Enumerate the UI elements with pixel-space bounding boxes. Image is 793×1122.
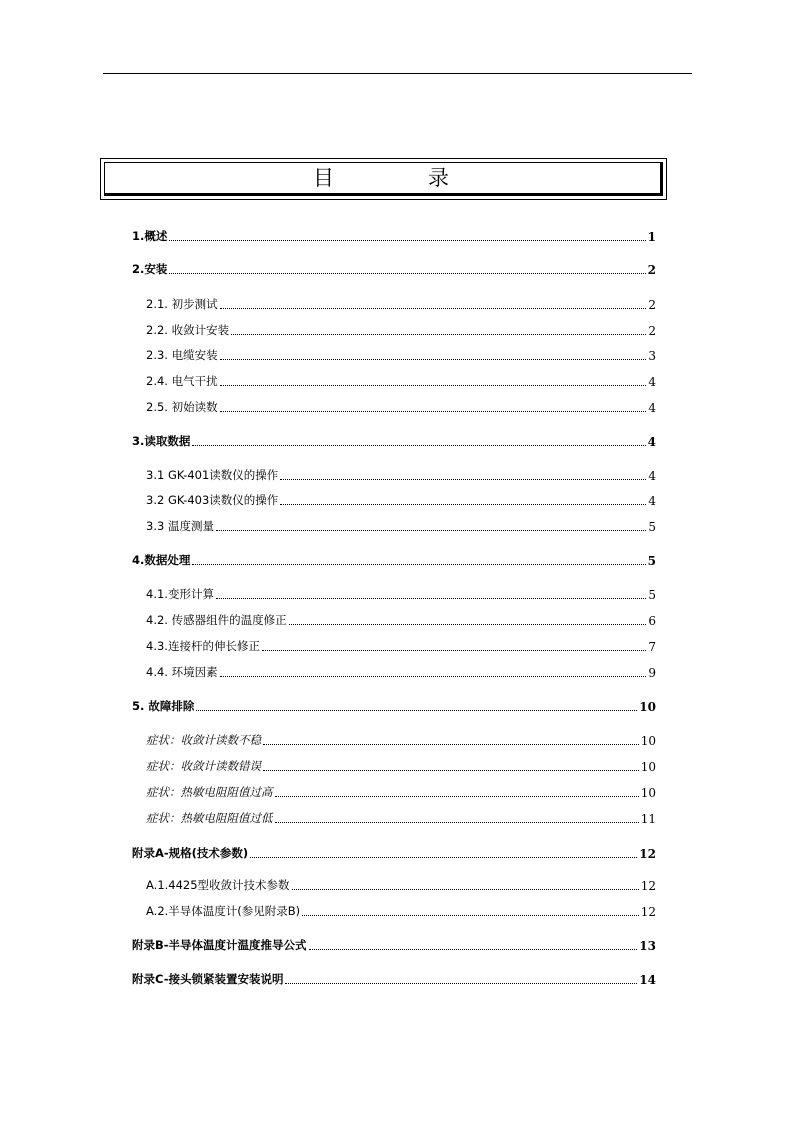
toc-entry-label: 症状：热敏电阻阻值过低 bbox=[146, 811, 273, 825]
toc-entry-page-number: 4 bbox=[648, 375, 656, 389]
toc-entry-label: 1.概述 bbox=[132, 229, 168, 243]
toc-entry-label: 附录C-接头锁紧装置安装说明 bbox=[132, 972, 284, 986]
toc-entry-page-number: 12 bbox=[640, 905, 656, 919]
toc-entry-chapter[interactable] bbox=[132, 552, 656, 568]
toc-entry-section[interactable] bbox=[146, 638, 656, 654]
toc-entry-label: 2.2. 收敛计安装 bbox=[146, 323, 230, 337]
toc-entry-page-number: 10 bbox=[640, 786, 656, 800]
toc-entry-label: 症状：热敏电阻阻值过高 bbox=[146, 785, 273, 799]
toc-dot-leader bbox=[275, 796, 639, 797]
toc-entry-label: 附录A-规格(技术参数) bbox=[132, 846, 249, 860]
toc-title-char-2: 录 bbox=[428, 166, 449, 190]
toc-entry-label: 症状：收敛计读数不稳 bbox=[146, 733, 261, 747]
toc-entry-label: 症状：收敛计读数错误 bbox=[146, 759, 261, 773]
toc-entry-page-number: 13 bbox=[639, 939, 656, 953]
toc-entry-section[interactable] bbox=[146, 296, 656, 312]
toc-dot-leader bbox=[275, 822, 639, 823]
toc-entry-page-number: 2 bbox=[647, 263, 656, 277]
toc-entry-section[interactable] bbox=[146, 664, 656, 680]
toc-entry-section[interactable] bbox=[146, 518, 656, 534]
toc-dot-leader bbox=[263, 770, 639, 771]
toc-entry-label: 2.5. 初始读数 bbox=[146, 400, 218, 414]
toc-dot-leader bbox=[220, 359, 647, 360]
toc-entry-page-number: 5 bbox=[648, 588, 656, 602]
toc-dot-leader bbox=[309, 949, 638, 950]
toc-entry-page-number: 10 bbox=[640, 760, 656, 774]
toc-entry-label: 5. 故障排除 bbox=[132, 699, 195, 713]
toc-entry-chapter[interactable] bbox=[132, 698, 656, 714]
toc-entry-label: 4.2. 传感器组件的温度修正 bbox=[146, 613, 287, 627]
toc-entry-label: 3.2 GK-403读数仪的操作 bbox=[146, 493, 279, 507]
toc-dot-leader bbox=[169, 240, 645, 241]
toc-dot-leader bbox=[216, 598, 646, 599]
toc-entry-page-number: 3 bbox=[648, 349, 656, 363]
toc-entry-page-number: 2 bbox=[648, 298, 656, 312]
toc-entry-section[interactable] bbox=[146, 758, 656, 774]
toc-entry-label: 3.读取数据 bbox=[132, 434, 191, 448]
toc-entry-page-number: 6 bbox=[648, 614, 656, 628]
toc-dot-leader bbox=[196, 710, 637, 711]
toc-entry-label: A.1.4425型收敛计技术参数 bbox=[146, 878, 290, 892]
toc-dot-leader bbox=[280, 504, 646, 505]
toc-dot-leader bbox=[250, 857, 637, 858]
toc-dot-leader bbox=[231, 334, 646, 335]
toc-entry-section[interactable] bbox=[146, 810, 656, 826]
toc-entry-label: 2.4. 电气干扰 bbox=[146, 374, 218, 388]
toc-dot-leader bbox=[216, 530, 646, 531]
toc-entry-label: 4.数据处理 bbox=[132, 553, 191, 567]
toc-entry-label: A.2.半导体温度计(参见附录B) bbox=[146, 904, 301, 918]
toc-entry-page-number: 7 bbox=[648, 640, 656, 654]
toc-entry-page-number: 5 bbox=[647, 554, 656, 568]
toc-entry-label: 附录B-半导体温度计温度推导公式 bbox=[132, 938, 307, 952]
toc-entry-chapter[interactable] bbox=[132, 228, 656, 244]
toc-entry-page-number: 4 bbox=[647, 435, 656, 449]
toc-entry-chapter[interactable] bbox=[132, 261, 656, 277]
toc-dot-leader bbox=[169, 273, 645, 274]
toc-entry-label: 2.3. 电缆安装 bbox=[146, 348, 218, 362]
toc-entry-section[interactable] bbox=[146, 492, 656, 508]
toc-entry-label: 4.1.变形计算 bbox=[146, 587, 214, 601]
toc-entry-section[interactable] bbox=[146, 399, 656, 415]
toc-dot-leader bbox=[192, 564, 645, 565]
toc-entry-section[interactable] bbox=[146, 732, 656, 748]
toc-dot-leader bbox=[220, 411, 647, 412]
toc-dot-leader bbox=[263, 744, 639, 745]
toc-entry-label: 3.3 温度测量 bbox=[146, 519, 214, 533]
toc-entry-label: 2.1. 初步测试 bbox=[146, 297, 218, 311]
toc-dot-leader bbox=[302, 915, 639, 916]
toc-entry-page-number: 9 bbox=[648, 666, 656, 680]
toc-entry-page-number: 4 bbox=[648, 494, 656, 508]
toc-entry-page-number: 5 bbox=[648, 520, 656, 534]
toc-dot-leader bbox=[220, 308, 647, 309]
toc-entry-section[interactable] bbox=[146, 347, 656, 363]
toc-entry-page-number: 14 bbox=[639, 973, 656, 987]
toc-entry-page-number: 4 bbox=[648, 469, 656, 483]
toc-entry-section[interactable] bbox=[146, 373, 656, 389]
toc-entry-label: 2.安装 bbox=[132, 262, 168, 276]
toc-entry-page-number: 11 bbox=[640, 812, 656, 826]
toc-entry-section[interactable] bbox=[146, 612, 656, 628]
toc-entry-page-number: 10 bbox=[639, 700, 656, 714]
toc-dot-leader bbox=[285, 983, 637, 984]
toc-dot-leader bbox=[262, 650, 646, 651]
toc-dot-leader bbox=[220, 385, 647, 386]
toc-dot-leader bbox=[289, 624, 647, 625]
toc-entry-label: 3.1 GK-401读数仪的操作 bbox=[146, 468, 279, 482]
toc-entry-page-number: 12 bbox=[640, 879, 656, 893]
toc-entry-section[interactable] bbox=[146, 586, 656, 602]
toc-entry-page-number: 12 bbox=[639, 847, 656, 861]
toc-entry-chapter[interactable] bbox=[132, 845, 656, 861]
toc-dot-leader bbox=[220, 676, 647, 677]
toc-entry-page-number: 10 bbox=[640, 734, 656, 748]
toc-dot-leader bbox=[292, 889, 639, 890]
toc-entry-page-number: 2 bbox=[648, 324, 656, 338]
toc-entry-section[interactable] bbox=[146, 877, 656, 893]
toc-entry-page-number: 4 bbox=[648, 401, 656, 415]
toc-entry-label: 4.4. 环境因素 bbox=[146, 665, 218, 679]
toc-title-char-1: 目 bbox=[313, 166, 334, 190]
toc-entry-section[interactable] bbox=[146, 467, 656, 483]
toc-entry-section[interactable] bbox=[146, 784, 656, 800]
toc-entry-chapter[interactable] bbox=[132, 971, 656, 987]
toc-dot-leader bbox=[192, 445, 645, 446]
toc-entry-label: 4.3.连接杆的伸长修正 bbox=[146, 639, 260, 653]
toc-entry-chapter[interactable] bbox=[132, 433, 656, 449]
toc-entry-section[interactable] bbox=[146, 322, 656, 338]
toc-entry-chapter[interactable] bbox=[132, 937, 656, 953]
toc-entry-page-number: 1 bbox=[647, 230, 656, 244]
toc-dot-leader bbox=[280, 479, 646, 480]
toc-entry-section[interactable] bbox=[146, 903, 656, 919]
